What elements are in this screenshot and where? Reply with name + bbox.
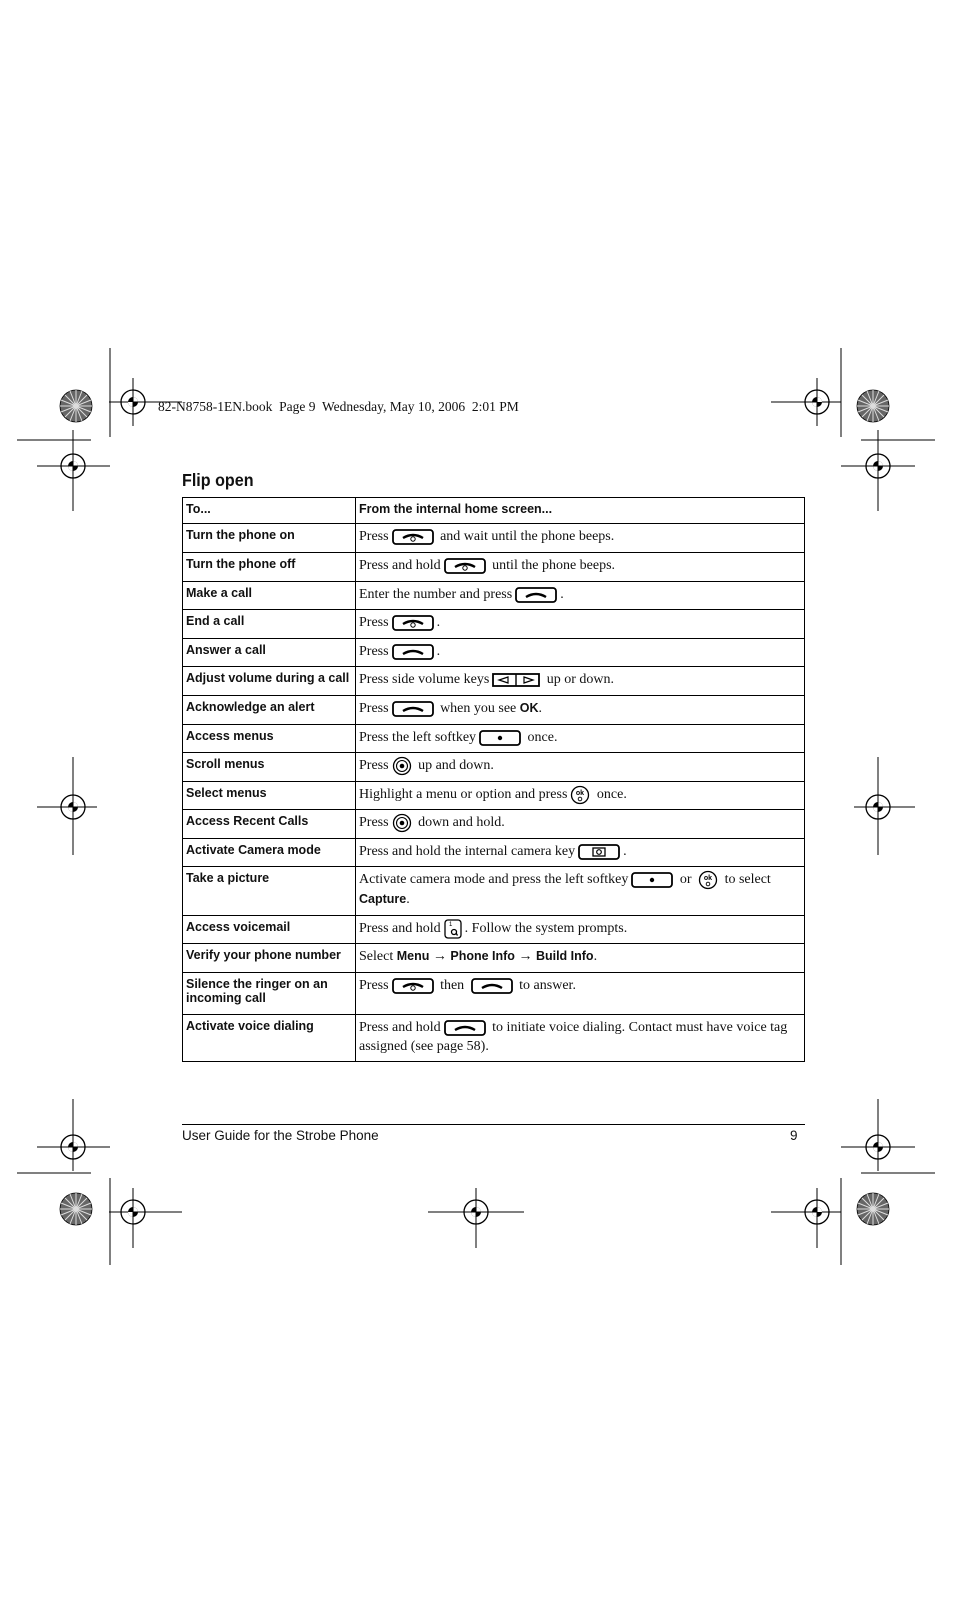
instruction-cell <box>356 725 805 753</box>
instruction-text: → <box>429 949 451 964</box>
action-cell: Activate Camera mode <box>183 839 356 867</box>
table-row <box>183 867 805 916</box>
instruction-text: . Follow the system prompts. <box>464 921 628 937</box>
instruction-text: . <box>436 615 441 630</box>
instruction-text: Highlight a menu or option and press <box>359 787 568 803</box>
action-cell: Turn the phone off <box>183 553 356 582</box>
bold-term: Capture <box>359 892 407 906</box>
instruction-text: Press and hold <box>359 921 441 937</box>
voicemail-key-icon <box>444 919 462 939</box>
instruction-cell <box>356 782 805 810</box>
bold-term: Phone Info <box>450 949 515 963</box>
svg-text:ok: ok <box>576 790 585 797</box>
instruction-text: Select <box>359 949 397 964</box>
send-key-icon <box>471 978 513 994</box>
action-cell: Scroll menus <box>183 753 356 782</box>
instruction-text: Press <box>359 644 389 659</box>
instruction-text: Press and hold <box>359 1020 441 1035</box>
table-row <box>183 639 805 667</box>
action-cell: Turn the phone on <box>183 524 356 553</box>
softkey-icon <box>479 730 521 746</box>
svg-text:1: 1 <box>448 922 453 928</box>
action-cell: Take a picture <box>183 867 356 916</box>
action-cell: Answer a call <box>183 639 356 667</box>
ok-key-icon <box>570 785 590 805</box>
camera-key-icon <box>578 844 620 860</box>
table-row <box>183 725 805 753</box>
instruction-text: until the phone beeps. <box>488 558 616 573</box>
instruction-text: → <box>514 949 536 964</box>
table-row <box>183 610 805 639</box>
action-cell: Access voicemail <box>183 916 356 944</box>
action-cell: Activate voice dialing <box>183 1015 356 1062</box>
footer-title: User Guide for the Strobe Phone <box>182 1128 379 1143</box>
action-cell: Make a call <box>183 582 356 610</box>
instruction-text: Press <box>359 701 389 716</box>
instruction-text: Press and hold <box>359 558 441 573</box>
instruction-cell <box>356 696 805 725</box>
send-key-icon <box>392 701 434 717</box>
instruction-cell <box>356 944 805 973</box>
instruction-text: . <box>406 892 410 907</box>
bold-term: OK <box>519 701 539 715</box>
instruction-text: when you see <box>436 701 520 716</box>
page-title: Flip open <box>182 470 254 490</box>
instruction-text: to answer. <box>515 978 576 993</box>
instruction-text: Press <box>359 815 389 831</box>
instruction-cell <box>356 639 805 667</box>
table-row <box>183 1015 805 1062</box>
table-row <box>183 782 805 810</box>
instruction-text: Press and hold the internal camera key <box>359 844 576 859</box>
instruction-cell <box>356 524 805 553</box>
instruction-cell <box>356 1015 805 1062</box>
action-cell: Verify your phone number <box>183 944 356 973</box>
table-row <box>183 667 805 696</box>
svg-text:ok: ok <box>703 875 713 882</box>
send-key-icon <box>392 644 434 660</box>
softkey-icon <box>631 872 673 888</box>
navigation-key-icon <box>392 813 412 833</box>
table-row <box>183 553 805 582</box>
action-cell: Silence the ringer on an incoming call <box>183 973 356 1015</box>
table-header-row <box>183 498 805 524</box>
footer-divider <box>182 1124 805 1125</box>
instruction-cell <box>356 867 805 916</box>
instruction-text: to initiate voice dialing. Contact must have voice tag assigned (see page 58). <box>359 1020 788 1054</box>
end-key-icon <box>392 615 434 631</box>
instruction-text: Press <box>359 615 389 630</box>
instruction-text: Activate camera mode and press the left softkey <box>359 872 629 888</box>
table-row <box>183 753 805 782</box>
instruction-text: up and down. <box>414 758 494 774</box>
instruction-text: . <box>560 587 564 602</box>
instruction-text: Press <box>359 529 389 544</box>
action-cell: Adjust volume during a call <box>183 667 356 696</box>
instruction-text: once. <box>593 787 627 803</box>
volume-keys-icon <box>492 673 540 687</box>
table-row <box>183 944 805 973</box>
bold-term: Menu <box>396 949 430 963</box>
end-key-icon <box>392 529 434 545</box>
column-header-to: To... <box>183 498 356 524</box>
instruction-text: Press side volume keys <box>359 672 490 687</box>
instruction-text: then <box>436 978 468 993</box>
instruction-text: once. <box>524 730 558 745</box>
table-row <box>183 524 805 553</box>
page-number: 9 <box>790 1128 798 1143</box>
navigation-key-icon <box>392 756 412 776</box>
instruction-text: Press <box>359 978 389 993</box>
bold-term: Build Info <box>535 949 594 963</box>
table-row <box>183 916 805 944</box>
instruction-cell <box>356 973 805 1015</box>
action-cell: End a call <box>183 610 356 639</box>
instruction-text: . <box>538 701 543 716</box>
instruction-table <box>182 497 805 1062</box>
instruction-cell <box>356 810 805 839</box>
action-cell: Access Recent Calls <box>183 810 356 839</box>
instruction-text: to select <box>721 872 771 888</box>
send-key-icon <box>444 1020 486 1036</box>
instruction-text: down and hold. <box>414 815 505 831</box>
instruction-text: Enter the number and press <box>359 587 513 602</box>
action-cell: Select menus <box>183 782 356 810</box>
instruction-text: . <box>436 644 441 659</box>
end-key-icon <box>392 978 434 994</box>
table-row <box>183 839 805 867</box>
instruction-cell <box>356 582 805 610</box>
ok-key-icon <box>698 870 718 890</box>
instruction-text: or <box>676 872 696 888</box>
column-header-from: From the internal home screen... <box>356 498 805 524</box>
instruction-cell <box>356 610 805 639</box>
instruction-text: . <box>623 844 627 859</box>
send-key-icon <box>515 587 557 603</box>
table-row <box>183 696 805 725</box>
print-header: 82-N8758-1EN.book Page 9 Wednesday, May 10, 2006 2:01 PM <box>158 399 519 414</box>
instruction-cell <box>356 839 805 867</box>
action-cell: Acknowledge an alert <box>183 696 356 725</box>
instruction-cell <box>356 753 805 782</box>
instruction-cell <box>356 916 805 944</box>
table-row <box>183 973 805 1015</box>
end-key-icon <box>444 558 486 574</box>
instruction-text: up or down. <box>543 672 615 687</box>
instruction-text: and wait until the phone beeps. <box>436 529 615 544</box>
instruction-text: Press the left softkey <box>359 730 477 745</box>
instruction-cell <box>356 553 805 582</box>
table-row <box>183 582 805 610</box>
instruction-text: Press <box>359 758 389 774</box>
instruction-text: . <box>593 949 598 964</box>
table-row <box>183 810 805 839</box>
instruction-cell <box>356 667 805 696</box>
action-cell: Access menus <box>183 725 356 753</box>
